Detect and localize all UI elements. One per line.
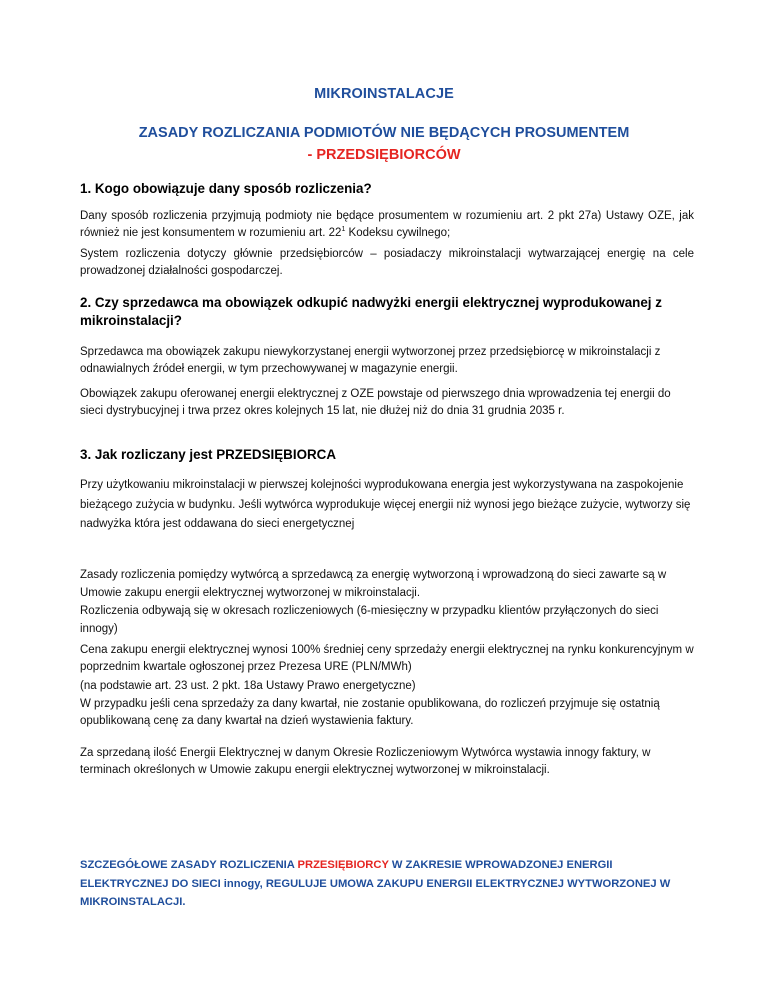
section1-p1-text: Dany sposób rozliczenia przyjmują podmioty nie będące prosumentem w rozumieniu art. 2 pkt 27a) Ustawy OZE, jak również nie jest konsumentem w rozumieniu art. 22 [80, 210, 694, 239]
section2-heading: 2. Czy sprzedawca ma obowiązek odkupić nadwyżki energii elektrycznej wyprodukowanej z mikroinstalacji? [80, 295, 662, 328]
section1-heading: 1. Kogo obowiązuje dany sposób rozliczenia? [80, 181, 372, 196]
section3-paragraph3: Rozliczenia odbywają się w okresach rozliczeniowych (6-miesięczny w przypadku klientów przyłączonych do sieci innogy) [80, 605, 659, 635]
section2-paragraph2: Obowiązek zakupu oferowanej energii elektrycznej z OZE powstaje od pierwszego dnia wprowadzenia tej energii do sieci dystrybucyjnej i trwa przez okres kolejnych 15 lat, nie dłużej niż do dnia 31 grudnia 2035 r. [80, 388, 671, 417]
section3-paragraph1: Przy użytkowaniu mikroinstalacji w pierwszej kolejności wyprodukowana energia jest wykorzystywana na zaspokojenie bieżącego zużycia w budynku. Jeśli wytwórca wyprodukuje więcej energii niż wynosi jego bieżące zużycie, wytworzy się nadwyżka która jest oddawana do sieci energetycznej [80, 479, 691, 530]
section2-paragraph1: Sprzedawca ma obowiązek zakupu niewykorzystanej energii wytworzonej przez przedsiębiorcę w mikroinstalacji z odnawialnych źródeł energii, w tym przechowywanej w magazynie energii. [80, 346, 661, 375]
section1-p1-superscript: 1 [341, 226, 346, 234]
section3-heading: 3. Jak rozliczany jest PRZEDSIĘBIORCA [80, 447, 336, 462]
subtitle-highlight: PRZEDSIĘBIORCÓW [316, 147, 461, 163]
section1-paragraph2: System rozliczenia dotyczy głównie przedsiębiorców – posiadaczy mikroinstalacji wytwarzającej energię na cele prowadzonej działalności gospodarczej. [80, 248, 694, 277]
section1-paragraph1 [80, 208, 694, 242]
subtitle-line1: ZASADY ROZLICZANIA PODMIOTÓW NIE BĘDĄCYCH PROSUMENTEM [138, 125, 630, 141]
footer-note-part2: W ZAKRESIE WPROWADZONEJ ENERGII ELEKTRYCZNEJ DO SIECI innogy, REGULUJE UMOWA ZAKUPU ENERGII ELEKTRYCZNEJ WYTWORZONEJ W MIKROINSTALACJI. [80, 859, 671, 908]
footer-note [80, 856, 680, 912]
footer-note-part1: SZCZEGÓŁOWE ZASADY ROZLICZENIA [80, 859, 298, 871]
section3-paragraph7: Za sprzedaną ilość Energii Elektrycznej w danym Okresie Rozliczeniowym Wytwórca wystawia innogy faktury, w terminach określonych w Umowie zakupu energii elektrycznej wytworzonej w mikroinstalacji. [80, 747, 651, 776]
section3-paragraph6: W przypadku jeśli cena sprzedaży za dany kwartał, nie zostanie opublikowana, do rozliczeń przyjmuje się ostatnią opublikowaną cenę za dany kwartał na dzień wystawienia faktury. [80, 698, 660, 727]
document-title: MIKROINSTALACJE [314, 86, 454, 102]
document-subtitle [0, 122, 768, 166]
section3-paragraph2: Zasady rozliczenia pomiędzy wytwórcą a sprzedawcą za energię wytworzoną i wprowadzoną do sieci zawarte są w Umowie zakupu energii elektrycznej wytworzonej w mikroinstalacji. [80, 569, 667, 599]
section3-paragraph4: Cena zakupu energii elektrycznej wynosi 100% średniej ceny sprzedaży energii elektrycznej na rynku konkurencyjnym w poprzednim kwartale ogłoszonej przez Prezesa URE (PLN/MWh) [80, 644, 694, 673]
section3-paragraph5: (na podstawie art. 23 ust. 2 pkt. 18a Ustawy Prawo energetyczne) [80, 680, 416, 692]
subtitle-prefix: - [307, 147, 317, 163]
footer-note-highlight: PRZESIĘBIORCY [297, 859, 389, 871]
section1-p1-tail: Kodeksu cywilnego; [345, 227, 451, 239]
